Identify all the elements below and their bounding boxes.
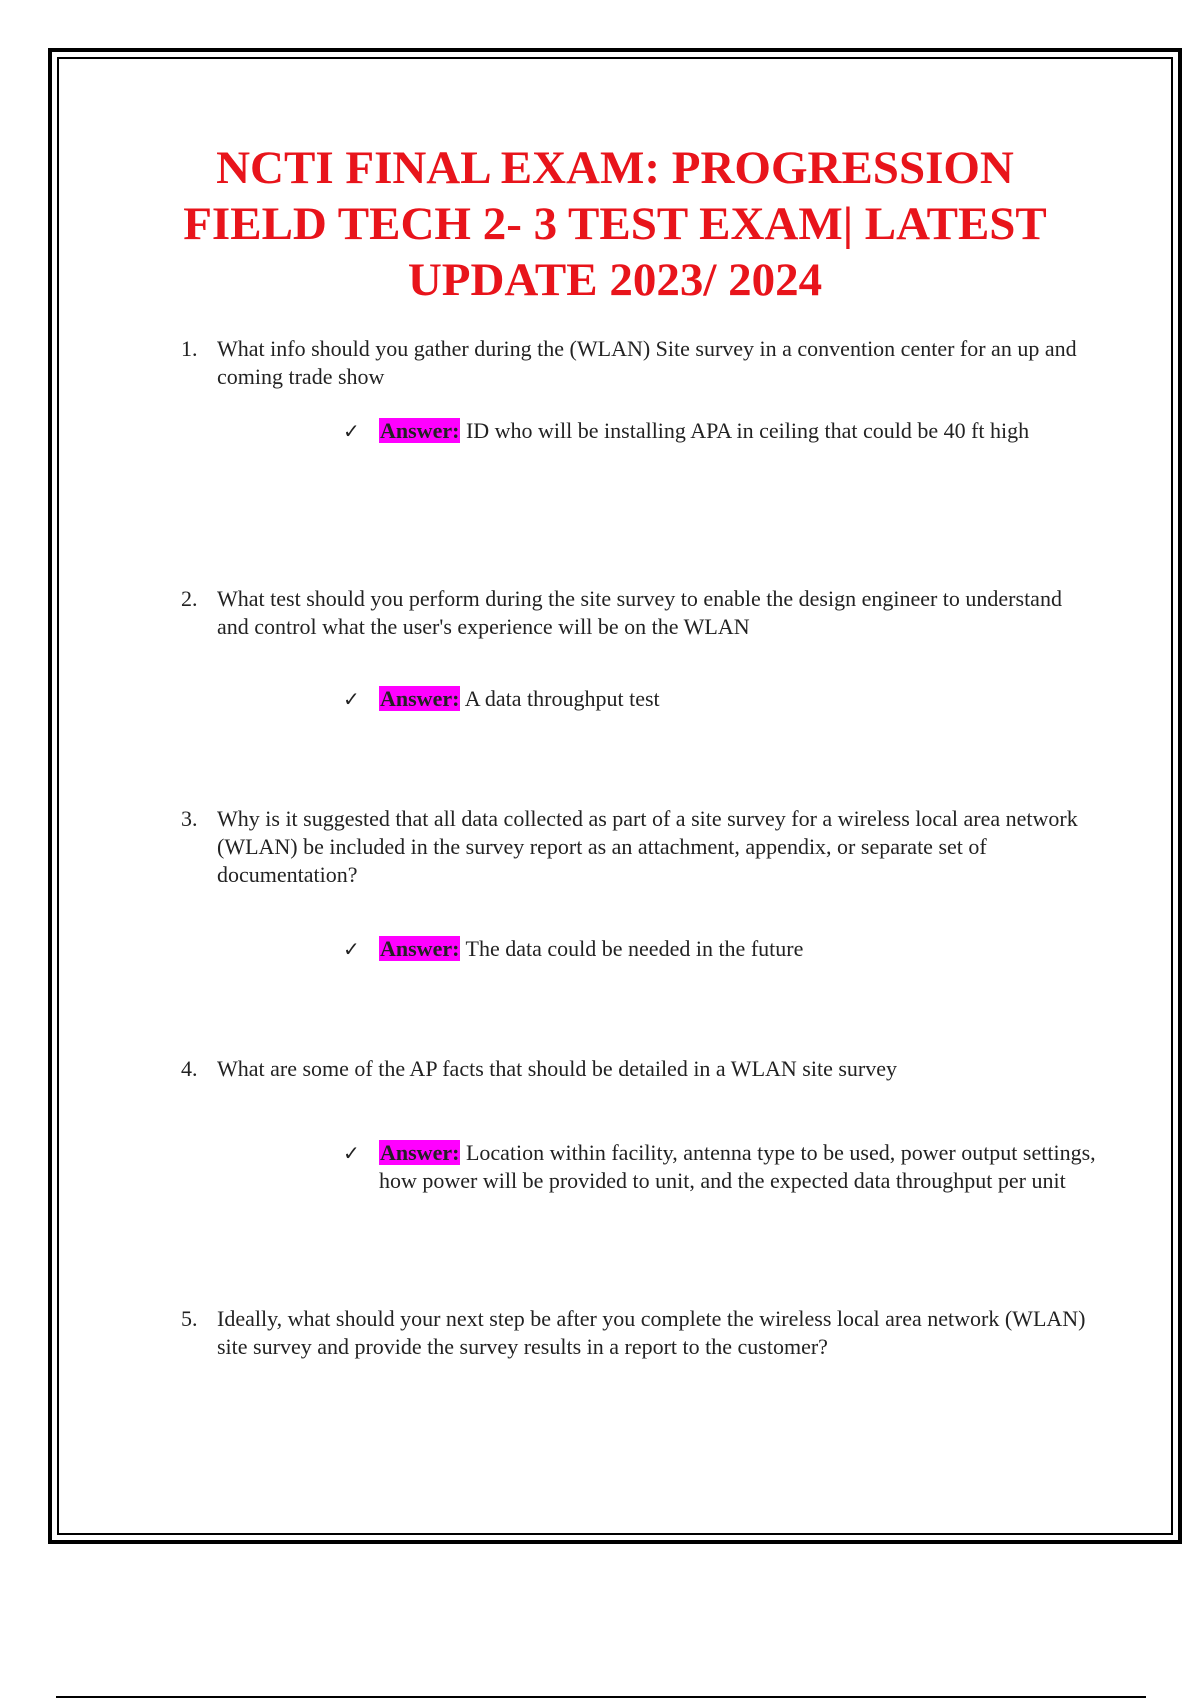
question [175,585,1095,641]
question [175,805,1095,889]
answer-text: The data could be needed in the future [465,936,804,961]
question-item [175,585,1095,711]
question-text: Ideally, what should your next step be after you complete the wireless local area network (WLAN) site survey and provide the survey results in a report to the customer? [217,1306,1086,1359]
answer-label: Answer: [380,686,460,711]
question-item [175,335,1095,443]
answer-text: ID who will be installing APA in ceiling that could be 40 ft high [465,418,1030,443]
question-number: 1. [181,336,198,361]
answer [343,935,1109,963]
checkmark-icon: ✓ [343,419,360,443]
title-line: UPDATE 2023/ 2024 [407,254,823,306]
question [175,335,1095,391]
title-line: FIELD TECH 2- 3 TEST EXAM| LATEST [183,198,1047,250]
question-text: Why is it suggested that all data collected as part of a site survey for a wireless local area network (WLAN) be included in the survey report as an attachment, appendix, or separate set of documentation? [217,806,1078,887]
answer-label: Answer: [380,418,460,443]
question-text: What are some of the AP facts that should be detailed in a WLAN site survey [217,1056,897,1081]
question-text: What test should you perform during the site survey to enable the design engineer to understand and control what the user's experience will be on the WLAN [217,586,1062,639]
bottom-divider [56,1696,1146,1698]
question-number: 5. [181,1306,198,1331]
answer-label: Answer: [380,936,460,961]
question [175,1305,1095,1361]
answer-text: Location within facility, antenna type to be used, power output settings, how power will be provided to unit, and the expected data throughput per unit [379,1140,1096,1193]
answer-label: Answer: [380,1140,460,1165]
question-item [175,805,1095,961]
title-line: NCTI FINAL EXAM: PROGRESSION [216,142,1014,194]
answer-text: A data throughput test [464,686,660,711]
question-item [175,1305,1095,1361]
checkmark-icon: ✓ [343,937,360,961]
checkmark-icon: ✓ [343,1141,360,1165]
question-item [175,1055,1096,1193]
question [175,1055,1095,1083]
document-title [100,140,1130,308]
answer [343,685,1109,713]
checkmark-icon: ✓ [343,687,360,711]
question-number: 2. [181,586,198,611]
answer [343,417,1109,445]
question-number: 4. [181,1056,198,1081]
question-text: What info should you gather during the (WLAN) Site survey in a convention center for an up and coming trade show [217,336,1077,389]
answer [343,1139,1109,1195]
question-number: 3. [181,806,198,831]
